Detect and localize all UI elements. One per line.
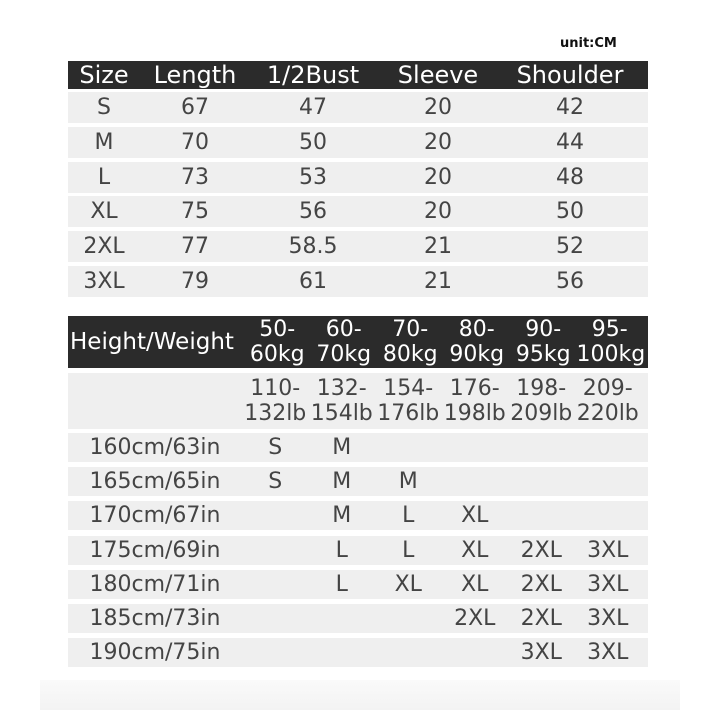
height-cell: 185cm/73in [89,605,221,631]
table-row [68,433,648,462]
bust-cell: 53 [299,164,327,190]
size-chart-header [68,61,648,89]
size-cell: XL [90,199,118,225]
bottom-shadow-band [40,680,680,710]
height-cell: 160cm/63in [89,435,221,460]
fit-cell: XL [461,571,489,597]
fit-cell: 3XL [520,640,562,666]
fit-guide-table [68,316,648,672]
bust-cell: 50 [299,129,327,155]
fit-cell: 3XL [587,537,629,563]
size-cell: L [97,164,111,190]
fit-cell: 2XL [520,605,562,631]
fit-cell: L [402,537,415,563]
length-cell: 67 [181,95,209,120]
header-height-weight: Height/Weight [70,329,234,355]
shoulder-cell: 42 [556,95,584,120]
bust-cell: 58.5 [288,234,338,260]
table-row [68,92,648,123]
size-cell: 3XL [83,268,125,294]
header-half-bust: 1/2Bust [266,61,360,89]
height-cell: 175cm/69in [89,537,221,563]
fit-cell: 2XL [520,537,562,563]
table-row [68,638,648,667]
table-row [68,604,648,633]
table-row [68,501,648,530]
fit-cell: L [402,503,415,529]
shoulder-cell: 44 [556,129,584,155]
bust-cell: 47 [299,95,327,120]
height-cell: 190cm/75in [89,640,221,666]
height-cell: 170cm/67in [89,503,221,529]
length-cell: 73 [181,164,209,190]
height-cell: 180cm/71in [89,571,221,597]
header-weight-range: 60- 70kg [316,317,372,367]
shoulder-cell: 48 [556,164,584,190]
header-shoulder: Shoulder [516,61,624,89]
pound-range: 198- 209lb [510,376,573,426]
size-cell: S [97,95,111,120]
fit-cell: 3XL [587,605,629,631]
pound-range: 132- 154lb [310,376,373,426]
size-cell: M [94,129,114,155]
fit-cell: XL [394,571,422,597]
sleeve-cell: 21 [424,234,452,260]
table-row [68,127,648,158]
fit-cell: M [332,503,352,529]
header-weight-range: 70- 80kg [382,317,438,367]
table-row [68,162,648,193]
fit-guide-header [68,316,648,368]
header-sleeve: Sleeve [397,61,479,89]
shoulder-cell: 52 [556,234,584,260]
shoulder-cell: 56 [556,268,584,294]
sleeve-cell: 21 [424,268,452,294]
header-length: Length [153,61,237,89]
header-weight-range: 95- 100kg [576,317,646,367]
fit-cell: 2XL [520,571,562,597]
fit-cell: M [332,469,352,495]
header-weight-range: 50- 60kg [249,317,305,367]
length-cell: 75 [181,199,209,225]
table-row [68,570,648,599]
sleeve-cell: 20 [424,164,452,190]
header-weight-range: 90- 95kg [515,317,571,367]
length-cell: 77 [181,234,209,260]
sleeve-cell: 20 [424,129,452,155]
fit-cell: L [335,537,348,563]
pound-range-row [68,373,648,429]
fit-cell: M [332,435,352,460]
table-row [68,231,648,262]
bust-cell: 61 [299,268,327,294]
fit-cell: M [398,469,418,495]
fit-cell: S [268,469,283,495]
size-cell: 2XL [83,234,125,260]
length-cell: 70 [181,129,209,155]
fit-cell: 3XL [587,571,629,597]
table-row [68,266,648,297]
fit-cell: 2XL [454,605,496,631]
size-chart-table [68,61,648,301]
length-cell: 79 [181,268,209,294]
fit-cell: L [335,571,348,597]
fit-cell: XL [461,503,489,529]
shoulder-cell: 50 [556,199,584,225]
sleeve-cell: 20 [424,95,452,120]
pound-range: 110- 132lb [244,376,307,426]
fit-cell: S [268,435,283,460]
height-cell: 165cm/65in [89,469,221,495]
pound-range: 209- 220lb [576,376,639,426]
fit-cell: XL [461,537,489,563]
unit-label: unit:CM [560,36,617,51]
header-size: Size [79,61,129,89]
fit-cell: 3XL [587,640,629,666]
bust-cell: 56 [299,199,327,225]
pound-range: 154- 176lb [377,376,440,426]
pound-range: 176- 198lb [443,376,506,426]
table-row [68,467,648,496]
sleeve-cell: 20 [424,199,452,225]
table-row [68,196,648,227]
header-weight-range: 80- 90kg [449,317,505,367]
table-row [68,536,648,565]
